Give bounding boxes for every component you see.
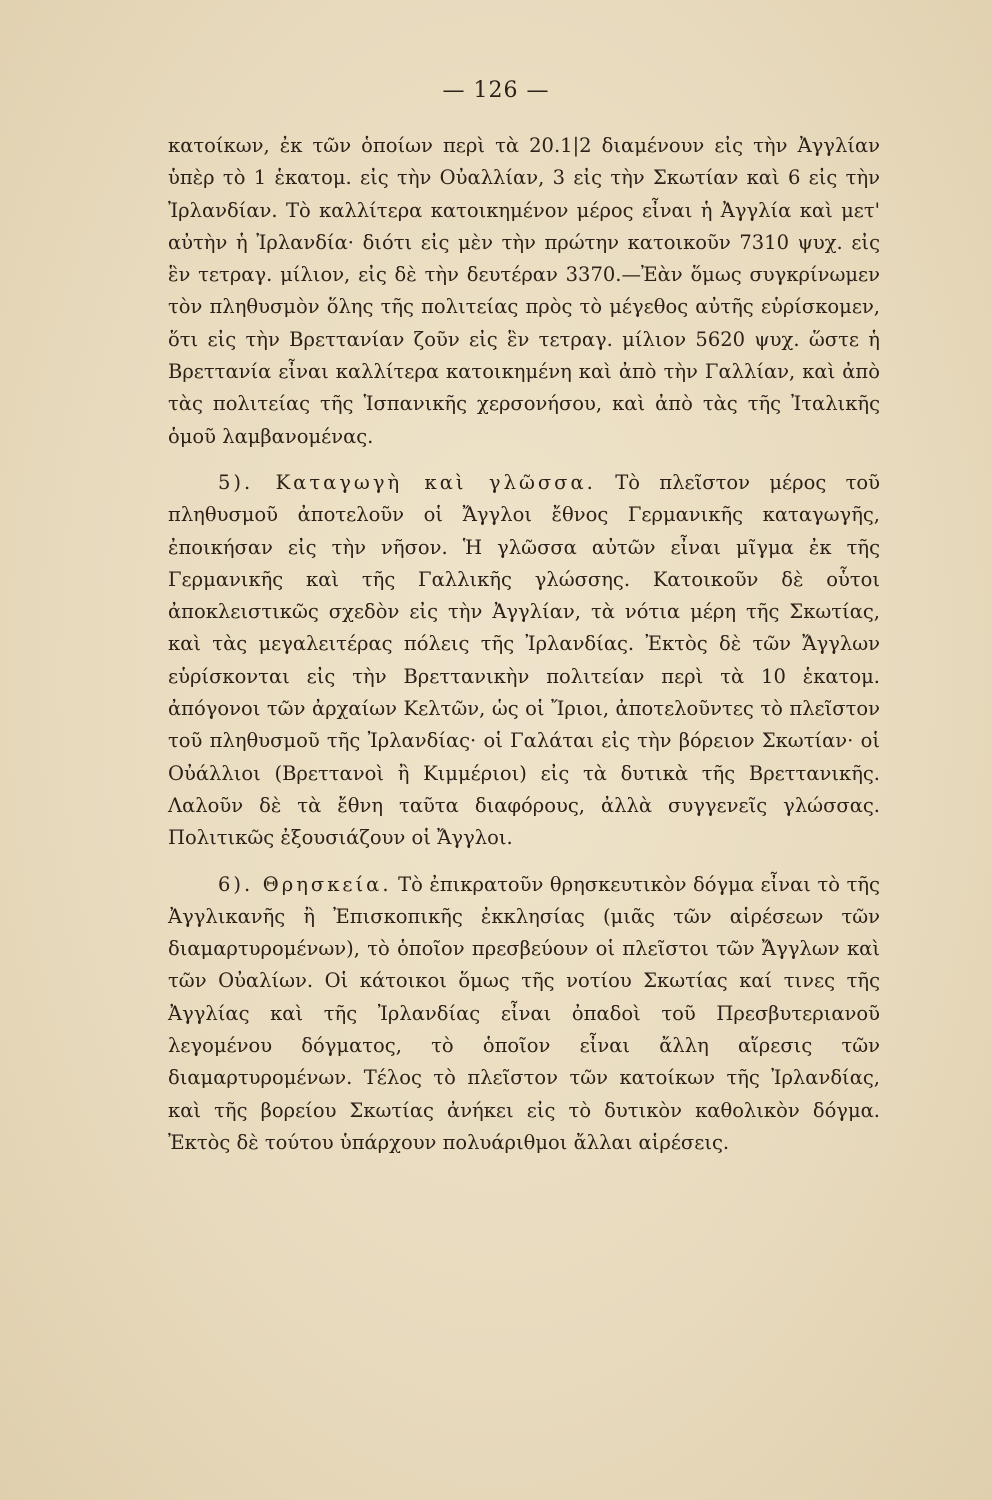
paragraph-text: κατοίκων, ἐκ τῶν ὁποίων περὶ τὰ 20.1|2 διαμένουν εἰς τὴν Ἀγγλίαν ὑπὲρ τὸ 1 ἑκατομ. εἰς τὴν Οὐαλλίαν, 3 εἰς τὴν Σκωτίαν καὶ 6 εἰς τὴν Ἰρλανδίαν. Τὸ καλλίτερα κατοικημένον μέρος εἶναι ἡ Ἀγγλία καὶ μετ' αὐτὴν ἡ Ἰρλανδία· διότι εἰς μὲν τὴν πρώτην κατοικοῦν 7310 ψυχ. εἰς ἓν τετραγ. μίλιον, εἰς δὲ τὴν δευτέραν 3370.—Ἐὰν ὅμως συγκρίνωμεν τὸν πληθυσμὸν ὅλης τῆς πολιτείας πρὸς τὸ μέγεθος αὐτῆς εὑρίσκομεν, ὅτι εἰς τὴν Βρεττανίαν ζοῦν εἰς ἓν τετραγ. μίλιον 5620 ψυχ. ὥστε ἡ Βρεττανία εἶναι καλλίτερα κατοικημένη καὶ ἀπὸ τὴν Γαλλίαν, καὶ ἀπὸ τὰς πολιτείας τῆς Ἱσπανικῆς χερσονήσου, καὶ ἀπὸ τὰς τῆς Ἰταλικῆς ὁμοῦ λαμβανομένας. (168, 134, 880, 448)
body-text (168, 130, 880, 1159)
paragraph-population (168, 130, 880, 453)
paragraph-religion (168, 869, 880, 1160)
page-number: — 126 — (442, 78, 550, 103)
paragraph-text: Τὸ πλεῖστον μέρος τοῦ πληθυσμοῦ ἀποτελοῦν οἱ Ἄγγλοι ἔθνος Γερμανικῆς καταγωγῆς, ἐποικήσαν εἰς τὴν νῆσον. Ἡ γλῶσσα αὐτῶν εἶναι μῖγμα ἐκ τῆς Γερμανικῆς καὶ τῆς Γαλλικῆς γλώσσης. Κατοικοῦν δὲ οὗτοι ἀποκλειστικῶς σχεδὸν εἰς τὴν Ἀγγλίαν, τὰ νότια μέρη τῆς Σκωτίας, καὶ τὰς μεγαλειτέρας πόλεις τῆς Ἰρλανδίας. Ἐκτὸς δὲ τῶν Ἄγγλων εὑρίσκονται εἰς τὴν Βρεττανικὴν πολιτείαν περὶ τὰ 10 ἑκατομ. ἀπόγονοι τῶν ἀρχαίων Κελτῶν, ὡς οἱ Ἴριοι, ἀποτελοῦντες τὸ πλεῖστον τοῦ πληθυσμοῦ τῆς Ἰρλανδίας· οἱ Γαλάται εἰς τὴν βόρειον Σκωτίαν· οἱ Οὐάλλιοι (Βρεττανοὶ ἢ Κιμμέριοι) εἰς τὰ δυτικὰ τῆς Βρεττανικῆς. Λαλοῦν δὲ τὰ ἔθνη ταῦτα διαφόρους, ἀλλὰ συγγενεῖς γλώσσας. Πολιτικῶς ἐξουσιάζουν οἱ Ἄγγλοι. (168, 470, 880, 850)
paragraph-origin-language (168, 467, 880, 855)
section-heading: 5). Καταγωγὴ καὶ γλῶσσα. (218, 470, 596, 494)
section-heading: 6). Θρησκεία. (218, 872, 392, 896)
paragraph-text: Τὸ ἐπικρατοῦν θρησκευτικὸν δόγμα εἶναι τὸ τῆς Ἀγγλικανῆς ἢ Ἐπισκοπικῆς ἐκκλησίας (μιᾶς τῶν αἱρέσεων τῶν διαμαρτυρομένων), τὸ ὁποῖον πρεσβεύουν οἱ πλεῖστοι τῶν Ἄγγλων καὶ τῶν Οὐαλίων. Οἱ κάτοικοι ὅμως τῆς νοτίου Σκωτίας καί τινες τῆς Ἀγγλίας καὶ τῆς Ἰρλανδίας εἶναι ὀπαδοὶ τοῦ Πρεσβυτεριανοῦ λεγομένου δόγματος, τὸ ὁποῖον εἶναι ἄλλη αἵρεσις τῶν διαμαρτυρομένων. Τέλος τὸ πλεῖστον τῶν κατοίκων τῆς Ἰρλανδίας, καὶ τῆς βορείου Σκωτίας ἀνήκει εἰς τὸ δυτικὸν καθολικὸν δόγμα. Ἐκτὸς δὲ τούτου ὑπάρχουν πολυάριθμοι ἄλλαι αἱρέσεις. (168, 872, 880, 1154)
